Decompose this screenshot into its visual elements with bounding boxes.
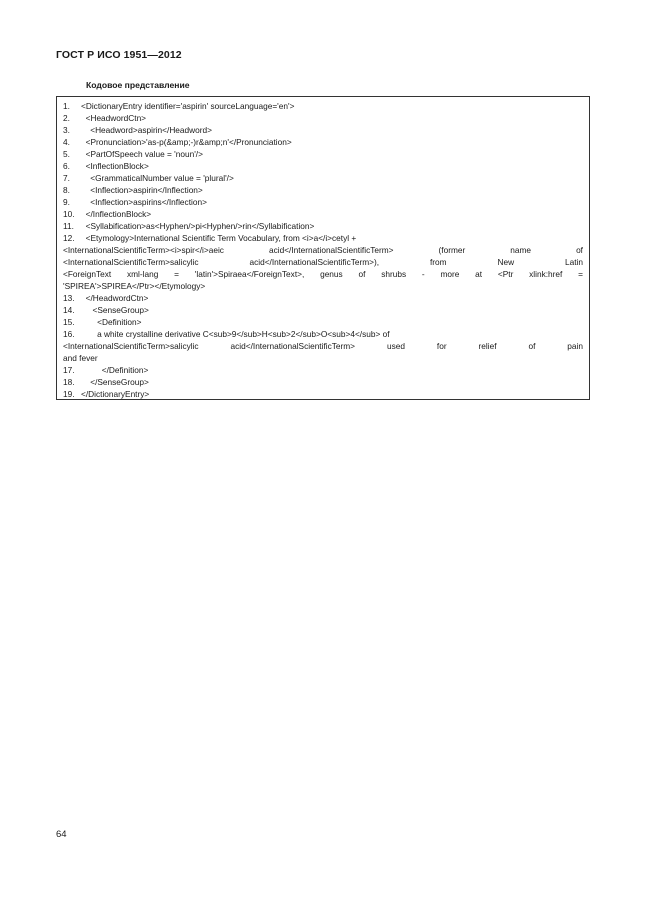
code-text: <Headword>aspirin</Headword> bbox=[81, 125, 212, 135]
code-line bbox=[63, 136, 583, 148]
code-text: </Definition> bbox=[81, 365, 149, 375]
code-text: </InflectionBlock> bbox=[81, 209, 152, 219]
code-text: <SenseGroup> bbox=[81, 305, 149, 315]
code-line bbox=[63, 112, 583, 124]
code-continuation-line: 'SPIREA'>SPIREA</Ptr></Etymology> bbox=[63, 281, 206, 291]
code-line bbox=[63, 172, 583, 184]
code-continuation-line: <InternationalScientificTerm>salicylic acid</InternationalScientificTerm> used for relief of pain bbox=[63, 341, 583, 351]
code-line bbox=[63, 316, 583, 328]
line-number: 8. bbox=[63, 185, 70, 195]
code-text: <Etymology>International Scientific Term Vocabulary, from <i>a</i>cetyl + bbox=[81, 233, 357, 243]
line-number: 14. bbox=[63, 305, 75, 315]
code-text: <Syllabification>as<Hyphen/>pi<Hyphen/>rin</Syllabification> bbox=[81, 221, 315, 231]
line-number: 10. bbox=[63, 209, 75, 219]
code-line bbox=[63, 196, 583, 208]
code-text: <PartOfSpeech value = 'noun'/> bbox=[81, 149, 203, 159]
code-line bbox=[63, 328, 583, 340]
line-number: 9. bbox=[63, 197, 70, 207]
code-line bbox=[63, 148, 583, 160]
line-number: 3. bbox=[63, 125, 70, 135]
code-continuation-line: <InternationalScientificTerm>salicylic acid</InternationalScientificTerm>), from New Latin bbox=[63, 257, 583, 267]
code-text: <GrammaticalNumber value = 'plural'/> bbox=[81, 173, 234, 183]
code-line bbox=[63, 220, 583, 232]
code-listing-box bbox=[56, 96, 590, 400]
code-text: </HeadwordCtn> bbox=[81, 293, 149, 303]
code-text: <Inflection>aspirin</Inflection> bbox=[81, 185, 203, 195]
line-number: 16. bbox=[63, 329, 75, 339]
code-text: <InflectionBlock> bbox=[81, 161, 149, 171]
code-continuation-line: <ForeignText xml-lang = 'latin'>Spiraea</ForeignText>, genus of shrubs - more at <Ptr xlink:href = bbox=[63, 269, 583, 279]
code-line bbox=[63, 184, 583, 196]
code-line bbox=[63, 124, 583, 136]
code-line bbox=[63, 292, 583, 304]
code-line bbox=[63, 304, 583, 316]
line-number: 2. bbox=[63, 113, 70, 123]
line-number: 13. bbox=[63, 293, 75, 303]
code-line bbox=[63, 208, 583, 220]
line-number: 15. bbox=[63, 317, 75, 327]
line-number: 11. bbox=[63, 221, 74, 231]
line-number: 18. bbox=[63, 377, 75, 387]
code-text: <Inflection>aspirins</Inflection> bbox=[81, 197, 207, 207]
document-standard-id: ГОСТ Р ИСО 1951—2012 bbox=[56, 49, 182, 61]
code-line bbox=[63, 364, 583, 376]
line-number: 6. bbox=[63, 161, 70, 171]
line-number: 17. bbox=[63, 365, 75, 375]
line-number: 1. bbox=[63, 101, 70, 111]
code-line bbox=[63, 160, 583, 172]
code-text: </DictionaryEntry> bbox=[81, 389, 150, 399]
line-number: 19. bbox=[63, 389, 75, 399]
code-text: </SenseGroup> bbox=[81, 377, 149, 387]
code-line bbox=[63, 388, 583, 400]
code-continuation-line: and fever bbox=[63, 353, 98, 363]
code-text: <DictionaryEntry identifier='aspirin' sourceLanguage='en'> bbox=[81, 101, 295, 111]
line-number: 12. bbox=[63, 233, 75, 243]
code-text: a white crystalline derivative C<sub>9</sub>H<sub>2</sub>O<sub>4</sub> of bbox=[81, 329, 390, 339]
line-number: 5. bbox=[63, 149, 70, 159]
line-number: 4. bbox=[63, 137, 70, 147]
code-line bbox=[63, 232, 583, 244]
code-text: <HeadwordCtn> bbox=[81, 113, 147, 123]
code-line bbox=[63, 376, 583, 388]
code-text: <Pronunciation>'as-p(&amp;-)r&amp;n'</Pronunciation> bbox=[81, 137, 292, 147]
code-line bbox=[63, 100, 583, 112]
code-continuation-line: <InternationalScientificTerm><i>spir</i>aeic acid</InternationalScientificTerm> (former name of bbox=[63, 245, 583, 255]
section-title: Кодовое представление bbox=[86, 80, 190, 90]
code-text: <Definition> bbox=[81, 317, 142, 327]
page-number: 64 bbox=[56, 829, 67, 840]
line-number: 7. bbox=[63, 173, 70, 183]
